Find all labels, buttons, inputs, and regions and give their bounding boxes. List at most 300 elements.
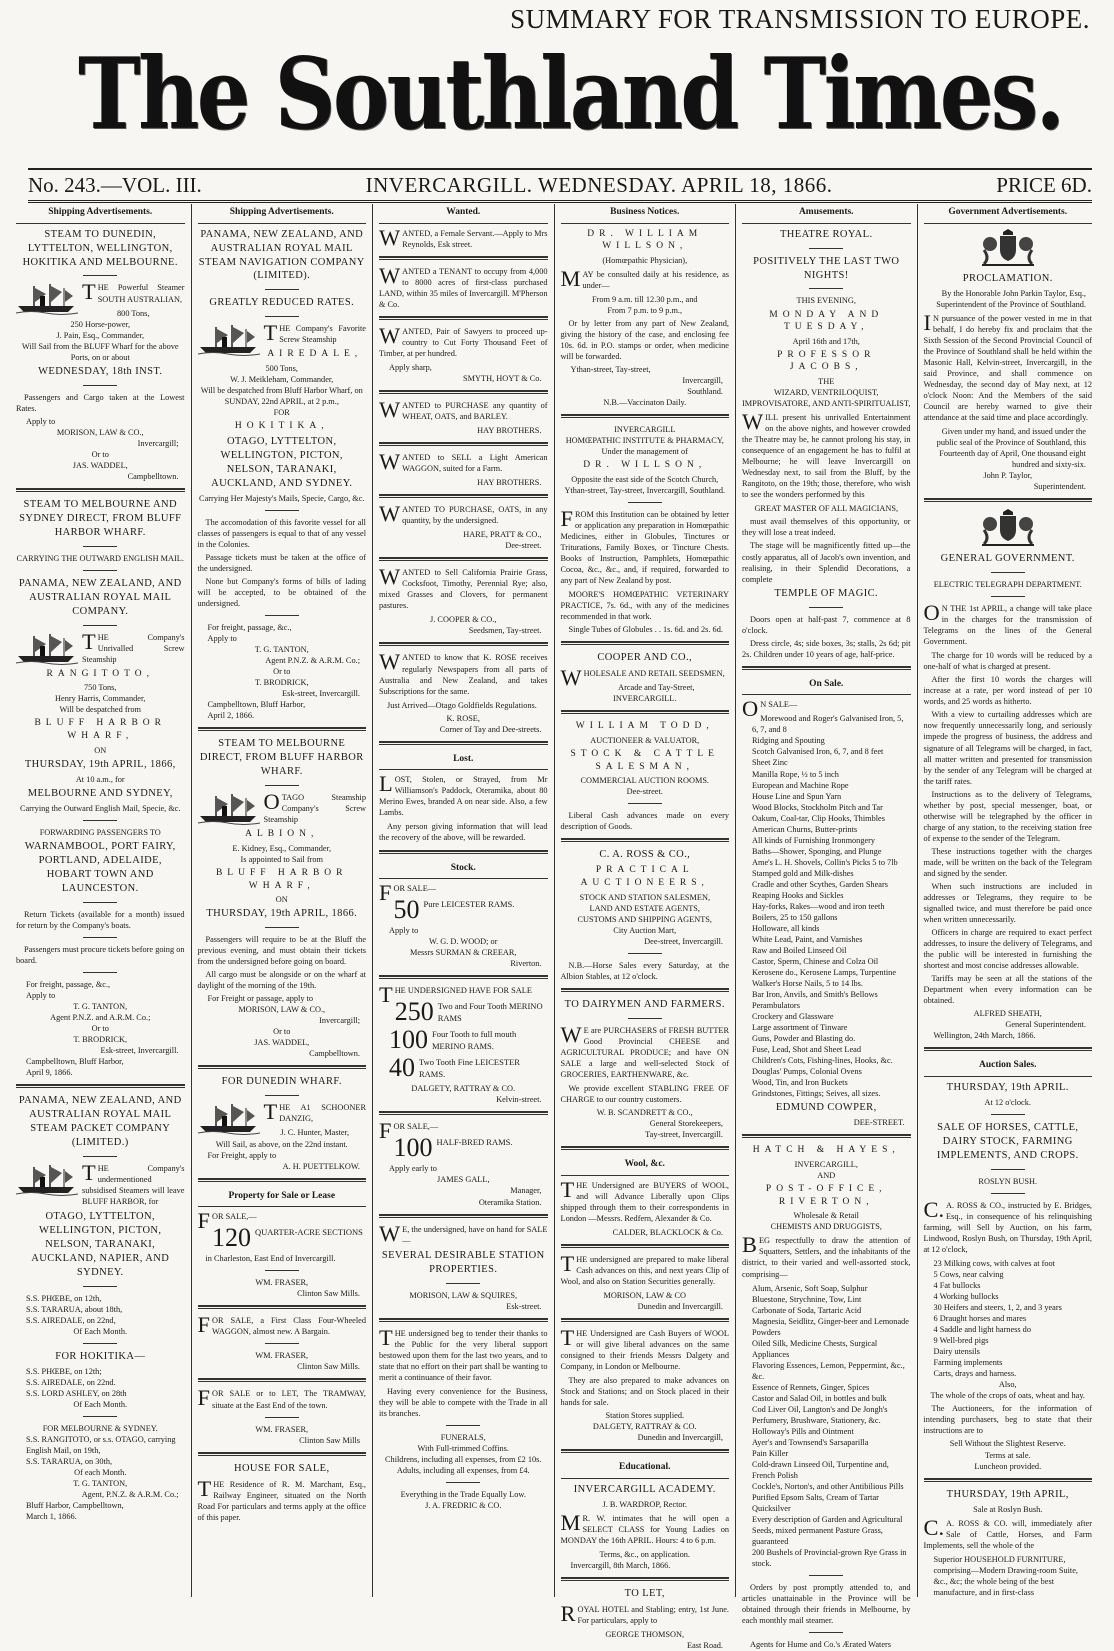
advertisement-line: Apply to (207, 633, 237, 643)
short-rule-divider (83, 1286, 117, 1287)
short-rule-divider (628, 953, 662, 954)
advertisement-line: Baths—Shower, Sponging, and Plunge (752, 846, 882, 856)
advertisement-line: The stage will be magnificently fitted up—the costly apparatus, all of Jacob's own invention, and realising, in their Splendid Decorations, a complete (742, 541, 911, 584)
advertisement-paragraph: WANTED to PURCHASE any quantity of WHEAT, OATS, and BARLEY. (379, 396, 548, 422)
advertisement-line: Station Stores supplied. (605, 1411, 685, 1421)
advertisement-line: Apply to (26, 416, 56, 426)
advertisement-line: General Storekeepers, (649, 1119, 723, 1129)
advertisement-line: Sell Without the Slightest Reserve. (949, 1439, 1066, 1449)
advertisement-line: The Auctioneers, for the information of intending purchasers, beg to state that their instructions are to (923, 1404, 1092, 1436)
advertisement-line: AUCTIONEER & VALUATOR, (590, 736, 700, 746)
section-heading: Wanted. (379, 204, 548, 224)
short-rule-divider (991, 596, 1025, 597)
newspaper-column (10, 204, 192, 1597)
advertisement-paragraph: FROM this Institution can be obtained by letter or application any preparation in Homœpathic Medicines, either in Globules, Tinctures or Triturations, Family Boxes, or Tincture Chests. Books of Instruction, Pamphlets, Homœpathic Cocoa, &c., &c., and, if required, forwarded to any part of New Zealand by post. (560, 506, 729, 586)
advertisement-line: Invercargill, 8th March, 1866. (570, 1561, 671, 1571)
short-rule-divider (446, 1482, 480, 1483)
column-rule-divider (561, 838, 730, 842)
advertisement-line: Any person giving information that will lead the recovery of the above, will be rewarded. (379, 822, 548, 843)
advertisement-line: PROFESSOR JACOBS, (777, 349, 876, 373)
royal-crest-icon (978, 508, 1038, 548)
ship-icon (198, 792, 260, 824)
advertisement-line: Dee-street. (626, 787, 663, 797)
column-rule-divider (561, 1318, 730, 1322)
advertisement-line: Liberal Cash advances made on every description of Goods. (560, 811, 729, 832)
short-rule-divider (446, 1425, 480, 1426)
advertisement-line: Southland. (687, 387, 723, 397)
advertisement-line: Will be despatched from (59, 705, 141, 715)
advertisement-line: OTAGO, LYTTELTON, WELLINGTON, PICTON, NELSON, TARANAKI, AUCKLAND, AND SYDNEY. (211, 435, 353, 489)
column-rule-divider (561, 710, 730, 714)
advertisement-line: WM. FRASER, (255, 1424, 309, 1434)
advertisement-line: JAMES GALL, (436, 1175, 490, 1185)
advertisement-line: Castor and Salad Oil, in bottles and bulk (752, 1393, 887, 1403)
numbered-listing (212, 1225, 366, 1251)
advertisement-line: Passengers will require to be at the Bluff the previous evening, and must obtain their tickets from the undersigned before going on board. (197, 935, 366, 967)
advertisement-line: HOUSE FOR SALE, (233, 1462, 330, 1474)
advertisement-line: J. A. FREDRIC & CO. (425, 1500, 502, 1510)
advertisement-line: Tariffs may be seen at all the stations of the Department when every information can be obtained. (923, 974, 1092, 1006)
advertisement-paragraph: WILL present his unrivalled Entertainment on the above nights, and however crowded the Theatre may be, he cannot prolong his stay, in consequence of an engagement he has to fulfil at Melbourne; he will leave Invercargill on Wednesday next, to sail from the Bluff, by the Rangitoto, on the 19th; those, therefore, who wish to see the wonders performed by this (742, 409, 911, 500)
advertisement-paragraph: WANTED to Sell California Prairie Grass, Cocksfoot, Timothy, Perennial Rye; also, mixed Grasses and Clovers, for permanent pastures. (379, 564, 548, 611)
column-rule-divider (198, 1305, 367, 1309)
advertisement-line: With a view to curtailing addresses which are now frequently unnecessarily long, and seriously impede the progress of business, the address and signature of all Telegrams will be charged, in fact, all matter written and presented for transmission by the sender of any Telegram will be charged at the tariff rates. (923, 710, 1092, 786)
advertisement-paragraph: FOR SALE,— (379, 1118, 439, 1144)
advertisement-line: 4 Fat bullocks (933, 1281, 981, 1291)
advertisement-line: House Line and Spun Yarn (752, 791, 842, 801)
advertisement-line: Or by letter from any part of New Zealand, giving the history of the case, and enclosing fee 10s. 6d. in P.O. stamps or order, when medicine will be forwarded. (560, 319, 729, 362)
advertisement-line: Fuse, Lead, Shot and Sheet Lead (752, 1045, 861, 1055)
advertisement-line: S.S. LORD ASHLEY, on 28th (26, 1388, 127, 1398)
advertisement-paragraph: WE, the undersigned, have on hand for SALE— (379, 1220, 548, 1246)
advertisement-line: Of Each Month. (73, 1326, 128, 1336)
advertisement-line: For freight, passage, &c., (26, 979, 111, 989)
advertisement-line: EDMUND COWPER, (775, 1102, 877, 1114)
advertisement-line: Given under my hand, and issued under the public seal of the Province of Southland, this Fourteenth day of April, One thousand eight hundred and sixty-six. (936, 426, 1086, 470)
advertisement-line: DALGETY, RATTRAY & CO. (592, 1422, 697, 1432)
advertisement-line: ELECTRIC TELEGRAPH DEPARTMENT. (933, 580, 1082, 590)
section-heading: Educational. (561, 1459, 730, 1479)
advertisement-line: Invercargill, (682, 376, 723, 386)
advertisement-line: ALFRED SHEATH, (973, 1009, 1042, 1019)
advertisement-line: Is appointed to Sail from (240, 854, 323, 864)
advertisement-line: Clinton Saw Mills. (297, 1289, 360, 1299)
column-rule-divider (561, 1577, 730, 1581)
advertisement-line: Tay-street, Invercargill. (645, 1130, 723, 1140)
advertisement-line: FOR HOKITIKA— (55, 1350, 146, 1362)
column-rule-divider (379, 1111, 548, 1115)
short-rule-divider (265, 1270, 299, 1271)
advertisement-line: We provide excellent STABLING FREE OF CHARGE to our country customers. (560, 1084, 729, 1105)
short-rule-divider (265, 927, 299, 928)
advertisement-line: W. B. SCANDRETT & CO., (596, 1108, 693, 1118)
advertisement-line: Or to (273, 667, 291, 677)
advertisement-line: SEVERAL DESIRABLE STATION PROPERTIES. (381, 1249, 545, 1275)
listing-quantity: 50 (393, 895, 420, 925)
advertisement-line: Hay-forks, Rakes—wood and iron teeth (752, 901, 885, 911)
advertisement-line: TEMPLE OF MAGIC. (774, 587, 879, 599)
advertisement-line: Sale at Roslyn Bush. (973, 1504, 1043, 1514)
short-rule-divider (809, 248, 843, 249)
advertisement-line: Everything in the Trade Equally Low. (400, 1489, 526, 1499)
advertisement-line: J. B. WARDROP, Rector. (602, 1500, 687, 1509)
short-rule-divider (265, 785, 299, 786)
advertisement-paragraph: THE Company's Unrivalled Screw Steamship (82, 628, 185, 664)
advertisement-line: DALGETY, RATTRAY & CO. (411, 1084, 516, 1094)
advertisement-line: E. Kidney, Esq., Commander, (232, 843, 332, 853)
issue-date: INVERCARGILL. WEDNESDAY. APRIL 18, 1866. (365, 172, 833, 197)
short-rule-divider (446, 1283, 480, 1284)
advertisement-line: HOMŒPATHIC INSTITUTE & PHARMACY, (565, 436, 724, 446)
listing-text: Pure LEICESTER RAMS. (423, 899, 515, 910)
advertisement-line: Cradle and other Scythes, Garden Shears (752, 879, 888, 889)
section-heading: Shipping Advertisements. (198, 204, 367, 224)
numbered-listing (389, 1055, 548, 1081)
advertisement-line: GREATLY REDUCED RATES. (209, 297, 355, 309)
advertisement-line: Officers in charge are required to exact perfect addresses, to insure the delivery of Telegrams, and the public will be interested in furnishing the shortest and most concise addresses allowable. (923, 928, 1092, 971)
advertisement-line: INVERCARGILL (614, 425, 676, 435)
advertisement-line: ON (275, 895, 288, 905)
advertisement-line: 4 Saddle and light harness do (933, 1325, 1031, 1335)
advertisement-line: Holloway's Pills and Ointment (752, 1426, 854, 1436)
advertisement-line: THURSDAY, 19th APRIL. (946, 1081, 1069, 1093)
advertisement-line: T. G. TANTON, (73, 1001, 128, 1011)
advertisement-line: Will Sail, as above, on the 22nd instant. (215, 1139, 348, 1149)
advertisement-line: Guns, Powder and Blasting do. (752, 1034, 856, 1044)
advertisement-line: These instructions together with the charges made, will be written on the back of the Telegram and signed by the sender. (923, 846, 1092, 878)
column-rule-divider (742, 1134, 911, 1138)
short-rule-divider (628, 803, 662, 804)
advertisement-line: Clinton Saw Mills. (297, 1362, 360, 1372)
advertisement-line: Scotch Galvanised Iron, 6, 7, and 8 feet (752, 747, 884, 757)
column-rule-divider (379, 1318, 548, 1322)
advertisement-line: For Freight, apply to (207, 1150, 277, 1160)
advertisement-line: With Full-trimmed Coffins. (417, 1443, 509, 1453)
advertisement-line: S.S. PHŒBE, on 12th, (26, 1293, 102, 1303)
advertisement-line: Opposite the east side of the Scotch Church, Ythan-street, Tay-street, Invercargill, Southland. (564, 475, 726, 496)
advertisement-line: Agent, P.N.Z. & A.R.M. Co.; (81, 1490, 179, 1500)
advertisement-line: City Auction Mart, (613, 925, 677, 935)
advertisement-line: Also, (998, 1380, 1017, 1390)
advertisement-line: ROSLYN BUSH. (978, 1176, 1038, 1186)
advertisement-line: WM. FRASER, (255, 1351, 309, 1361)
short-rule-divider (83, 1343, 117, 1344)
advertisement-line: GENERAL GOVERNMENT. (940, 553, 1075, 565)
advertisement-line: T. G. TANTON, (73, 1479, 128, 1489)
advertisement-line: Just Arrived—Otago Goldfields Regulations. (387, 700, 537, 710)
advertisement-paragraph: WANTED TO PURCHASE, OATS, in any quantity, by the undersigned. (379, 501, 548, 527)
advertisement-line: Grindstones, Fittings; Seives, all sizes. (752, 1089, 881, 1099)
advertisement-line: FOR (273, 408, 290, 418)
advertisement-line: BLUFF HARBOR WHARF, (34, 718, 167, 742)
advertisement-line: For Freight or passage, apply to (207, 994, 314, 1004)
advertisement-line: Wood Blocks, Stockholm Pitch and Tar (752, 802, 883, 812)
advertisement-paragraph: IN pursuance of the power vested in me in that behalf, I do hereby fix and proclaim that the Sixth Session of the Second Provincial Council of the Province of Southland shall be held within the Masonic Hall, Kelvin-street, Invercargill, in the said Province, and shall commence on Wednesday, the second day of May next, at 12 o'clock Noon: And the Members of the said Council are hereby warned to give their attendance at the said time and place accordingly. (923, 309, 1092, 422)
advertisement-line: Will Sail from the BLUFF Wharf for the above Ports, on or about (21, 341, 179, 362)
advertisement-paragraph: WANTED, a Female Servant.—Apply to Mrs Reynolds, Esk street. (379, 224, 548, 250)
advertisement-paragraph: FOR SALE— (379, 880, 437, 906)
short-rule-divider (83, 385, 117, 386)
advertisement-line: Carts, drays and harness. (933, 1369, 1017, 1379)
section-heading: Auction Sales. (924, 1057, 1093, 1077)
advertisement-paragraph: THE A1 SCHOONER DANZIG, (263, 1099, 366, 1125)
advertisement-line: Magnesia, Seidlitz, Ginger-beer and Lemonade Powders (752, 1316, 909, 1337)
advertisement-line: JAS. WADDEL, (254, 1038, 310, 1048)
ship-icon (16, 1163, 78, 1195)
advertisement-line: Kelvin-street. (496, 1095, 542, 1105)
advertisement-line: INVERCARGILL, (794, 1160, 858, 1170)
advertisement-line: Or to (273, 1027, 291, 1037)
advertisement-line: T. G. TANTON, (254, 645, 309, 655)
advertisement-line: Perfumery, Brushware, Stationery, &c. (752, 1415, 881, 1425)
column-rule-divider (379, 256, 548, 260)
advertisement-line: CUSTOMS AND SHIPPING AGENTS, (577, 914, 712, 924)
advertisement-line: Reaping Hooks and Sickles (752, 890, 844, 900)
advertisement-line: GREAT MASTER OF ALL MAGICIANS, (754, 504, 899, 514)
advertisement-line: 750 Tons, (84, 683, 117, 693)
advertisement-line: Dairy utensils (933, 1347, 980, 1357)
advertisement-line: Childrens, including all expenses, from £2 10s. Adults, including all expenses, from £4. (385, 1454, 542, 1475)
advertisement-line: DR. WILLSON, (583, 460, 707, 471)
advertisement-line: must avail themselves of this opportunity, or they will lose a treat indeed. (742, 517, 911, 538)
short-rule-divider (991, 572, 1025, 573)
advertisement-paragraph: FOR SALE,— (197, 1208, 257, 1234)
advertisement-line: At 12 o'clock. (984, 1097, 1031, 1107)
advertisement-line: 30 Heifers and steers, 1, 2, and 3 years (933, 1303, 1062, 1313)
advertisement-line: Return Tickets (available for a month) issued for return by the Company's boats. (16, 909, 185, 930)
advertisement-line: Ame's L. H. Shovels, Collin's Picks 5 to 7lb (752, 857, 898, 867)
advertisement-line: 5 Cows, near calving (933, 1270, 1004, 1279)
listing-quantity: 100 (393, 1133, 433, 1163)
short-rule-divider (628, 502, 662, 503)
column-rule-divider (198, 1065, 367, 1069)
short-rule-divider (809, 607, 843, 608)
short-rule-divider (83, 902, 117, 903)
advertisement-line: Sheet Zinc (752, 758, 788, 768)
advertisement-line: Arcade and Tay-Street, (618, 683, 695, 693)
advertisement-line: Esk-street. (506, 1301, 542, 1311)
ship-icon (198, 323, 260, 355)
advertisement-line: Morewood and Roger's Galvanised Iron, 5, 6, 7, and 8 (752, 714, 904, 735)
advertisement-line: MOORE'S HOMŒPATHIC VETERINARY PRACTICE, 7s. 6d., with any of the medicines recommended in that work. (560, 590, 729, 622)
short-rule-divider (265, 1095, 299, 1096)
advertisement-line: Cold-drawn Linseed Oil, Turpentine and, French Polish (752, 1460, 889, 1481)
advertisement-line: Agent P.N.Z. & A.R.M. Co.; (265, 656, 360, 666)
advertisement-paragraph: WANTED to know that K. ROSE receives regularly Newspapers from all parts of Australia and New Zealand, and takes Subscriptions for the same. (379, 649, 548, 696)
advertisement-line: AND (817, 1171, 836, 1181)
advertisement-paragraph: THE Undersigned are BUYERS of WOOL, and will Advance Liberally upon Clips shipped through them to their correspondents in London —Messrs. Redfern, Alexander & Co. (560, 1176, 729, 1223)
advertisement-line: Apply early to (389, 1164, 437, 1174)
listing-text: Two Tooth Fine LEICESTER RAMS. (419, 1057, 520, 1079)
listing-quantity: 40 (389, 1053, 415, 1083)
advertisement-line: Dunedin and Invercargill. (637, 1302, 723, 1312)
newspaper-column (192, 204, 374, 1597)
column-rule-divider (198, 1378, 367, 1382)
column-rule-divider (379, 642, 548, 646)
advertisement-line: THE (818, 377, 835, 387)
advertisement-line: MORISON, LAW & CO., (56, 427, 144, 437)
advertisement-line: The charge for 10 words will be reduced by a one-half of what is charged at present. (923, 651, 1092, 672)
short-rule-divider (83, 972, 117, 973)
advertisement-line: PANAMA, NEW ZEALAND, AND AUSTRALIAN ROYAL MAIL STEAM PACKET COMPANY (LIMITED.) (18, 1094, 182, 1148)
advertisement-line: LAND AND ESTATE AGENTS, (589, 903, 700, 913)
short-rule-divider (265, 316, 299, 317)
advertisement-line: Alum, Arsenic, Soft Soap, Sulphur (752, 1283, 868, 1293)
newspaper-column (373, 204, 555, 1597)
advertisement-line: Agents for Hume and Co.'s Ærated Waters (750, 1640, 891, 1650)
advertisement-line: Under the management of (601, 447, 688, 457)
short-rule-divider (809, 1575, 843, 1576)
section-heading: Shipping Advertisements. (16, 204, 185, 224)
advertisement-line: POSITIVELY THE LAST TWO NIGHTS! (753, 255, 900, 281)
advertisement-line: BLUFF HARBOR WHARF, (215, 867, 348, 891)
short-rule-divider (83, 1156, 117, 1157)
summary-banner: SUMMARY FOR TRANSMISSION TO EUROPE. (510, 4, 1090, 34)
advertisement-line: Cockle's, Norton's, and other Antibilious Pills (752, 1482, 904, 1492)
advertisement-line: HAY BROTHERS. (477, 478, 542, 488)
advertisement-line: Or to (91, 1023, 109, 1033)
column-rule-divider (16, 488, 185, 492)
short-rule-divider (83, 937, 117, 938)
column-rule-divider (379, 850, 548, 854)
advertisement-line: J. Pain, Esq., Commander, (56, 330, 145, 340)
advertisement-line: The whole of the crops of oats, wheat and hay. (930, 1391, 1086, 1401)
advertisement-line: Apply to (389, 926, 419, 936)
advertisement-line: THIS EVENING, (796, 296, 856, 306)
advertisement-line: Wood, Tin, and Iron Buckets (752, 1078, 848, 1088)
column-rule-divider (16, 1084, 185, 1088)
advertisement-paragraph: THE Undersigned are Cash Buyers of WOOL or will give liberal advances on the same consigned to their friends Messrs Dalgety and Company, in London or Melbourne. (560, 1325, 729, 1372)
advertisement-paragraph: THE Company's undermentioned subsidised Steamers will leave BLUFF HARBOR, for (82, 1159, 185, 1206)
short-rule-divider (83, 546, 117, 547)
advertisement-line: Riverton. (510, 959, 542, 969)
advertisement-line: Doors open at half-past 7, commence at 8 o'clock. (742, 614, 911, 635)
advertisement-line: They are also prepared to make advances on Stock and Stations; and on Stock placed in their hands for sale. (560, 1376, 729, 1408)
column-rule-divider (198, 1178, 367, 1182)
section-heading: On Sale. (742, 676, 911, 696)
column-rule-divider (924, 498, 1093, 502)
section-heading: Stock. (379, 860, 548, 880)
advertisement-line: Invercargill; (137, 438, 179, 448)
advertisement-line: Every description of Garden and Agricultural Seeds, mixed permanent Pasture Grass, guaranteed (752, 1515, 903, 1547)
advertisement-paragraph: WANTED a TENANT to occupy from 4,000 to 8000 acres of first-class purchased LAND, within 35 miles of Invercargill. M'Pherson & Co. (379, 262, 548, 309)
ship-icon (16, 282, 78, 314)
short-rule-divider (83, 1416, 117, 1417)
advertisement-line: Walker's Horse Nails, 5 to 14 lbs. (752, 979, 863, 989)
advertisement-line: Superintendent. (1033, 482, 1086, 492)
advertisement-line: April 16th and 17th, (792, 336, 860, 346)
advertisement-line: Having every convenience for the Business, they will be able to compete with the Trade in all its branches. (379, 1386, 548, 1418)
advertisement-line: April 2, 1866. (207, 711, 255, 721)
column-rule-divider (924, 1047, 1093, 1051)
advertisement-line: General Superintendent. (1005, 1020, 1086, 1030)
column-rule-divider (379, 316, 548, 320)
column-rule-divider (379, 494, 548, 498)
column-rule-divider (379, 1214, 548, 1218)
advertisement-line: THURSDAY, 19th APRIL, 1866, (24, 758, 176, 770)
advertisement-line: Of each Month. (74, 1468, 127, 1477)
advertisement-line: COOPER AND CO., (597, 652, 693, 664)
advertisement-paragraph: ON THE 1st APRIL, a change will take place in the charges for the transmission of Telegrams on the lines of the General Government. (923, 600, 1092, 647)
advertisement-line: W. J. Meikleham, Commander, (230, 375, 334, 385)
advertisement-paragraph: BEG respectfully to draw the attention of Squatters, Settlers, and the inhabitants of the district, to their varied and well-assorted stock, comprising— (742, 1232, 911, 1279)
advertisement-line: OTAGO, LYTTELTON, WELLINGTON, PICTON, NELSON, TARANAKI, AUCKLAND, NAPIER, AND SYDNEY. (31, 1210, 170, 1278)
short-rule-divider (991, 1193, 1025, 1194)
advertisement-line: Dunedin and Invercargill, (637, 1433, 723, 1443)
section-heading: Business Notices. (561, 204, 730, 224)
advertisement-line: Bluestone, Strychnine, Tow, Lint (752, 1294, 862, 1304)
advertisement-paragraph: THE Powerful Steamer SOUTH AUSTRALIAN, (82, 279, 185, 305)
advertisement-line: Campbelltown. (127, 471, 179, 481)
advertisement-line: MELBOURNE AND SYDNEY, (27, 787, 173, 799)
advertisement-line: WIZARD, VENTRILOQUIST, IMPROVISATORE, AND ANTI-SPIRITUALIST, (742, 388, 911, 409)
advertisement-line: MORISON, LAW & CO., (238, 1005, 326, 1015)
advertisement-line: SALE OF HORSES, CATTLE, DAIRY STOCK, FARMING IMPLEMENTS, AND CROPS. (936, 1121, 1079, 1161)
dateline-bar (28, 168, 1092, 203)
numbered-listing (393, 897, 547, 923)
newspaper-column (555, 204, 737, 1651)
advertisement-line: MORISON, LAW & CO (603, 1291, 687, 1301)
advertisement-paragraph: WHOLESALE AND RETAIL SEEDSMEN, (560, 665, 725, 691)
advertisement-line: TO LET, (624, 1588, 665, 1600)
short-rule-divider (83, 625, 117, 626)
advertisement-line: MORISON, LAW & SQUIRES, (409, 1290, 518, 1300)
advertisement-line: When such instructions are included in addresses or Telegrams, they require to be signalled twice, and must therefore be paid once when written unnecessarily. (923, 881, 1092, 924)
advertisement-line: Holloware, all kinds (752, 923, 820, 933)
column-rule-divider (198, 1452, 367, 1456)
advertisement-line: STEAM TO DUNEDIN, LYTTELTON, WELLINGTON, HOKITIKA AND MELBOURNE. (22, 228, 178, 268)
advertisement-line: HARE, PRATT & CO., (463, 530, 542, 540)
column-rule-divider (379, 390, 548, 394)
advertisement-line: WILLIAM TODD, (575, 721, 714, 732)
advertisement-line: Dress circle, 4s; side boxes, 3s; stalls, 2s 6d; pit 2s. Children under 10 years of age, half-price. (742, 638, 911, 659)
advertisement-line: Luncheon provided. (974, 1461, 1042, 1471)
advertisement-line: CHEMISTS AND DRUGGISTS, (770, 1222, 882, 1232)
advertisement-line: Campbelltown, Bluff Harbor, (207, 700, 306, 710)
listing-text: Four Tooth to full mouth MERINO RAMS. (432, 1029, 517, 1051)
short-rule-divider (83, 570, 117, 571)
advertisement-line: S.S. TARARUA, on 30th, (26, 1456, 113, 1466)
advertisement-line: Carbonate of Soda, Tartaric Acid (752, 1305, 862, 1315)
advertisement-line: Seedsmen, Tay-street. (468, 626, 542, 636)
advertisement-line: At 10 a.m., for (75, 774, 125, 784)
advertisement-line: Campbelltown, Bluff Harbor, (26, 1056, 124, 1066)
short-rule-divider (265, 1417, 299, 1418)
column-rule-divider (561, 414, 730, 418)
issue-price: PRICE 6D. (996, 172, 1092, 197)
advertisement-paragraph: LOST, Stolen, or Strayed, from Mr Williamson's Paddock, Oteramika, about 80 Merino Ewes, branded A on near side. Also, a few Lambs. (379, 771, 548, 818)
advertisement-line: C. A. ROSS & CO., (599, 849, 691, 861)
advertisement-paragraph: WANTED, Pair of Sawyers to proceed up-country to Cut Forty Thousand Feet of Timber, at per hundred. (379, 322, 548, 358)
royal-crest-icon (978, 228, 1038, 268)
short-rule-divider (83, 275, 117, 276)
advertisement-line: Oakum, Coal-tar, Clip Hooks, Thimbles (752, 813, 885, 823)
column-rule-divider (379, 557, 548, 561)
advertisement-line: THURSDAY, 19th APRIL, 1866. (206, 908, 358, 920)
column-rule-divider (561, 988, 730, 992)
advertisement-line: All cargo must be alongside or on the wharf at daylight of the morning of the 19th. (197, 970, 366, 991)
advertisement-line: ON (94, 745, 107, 755)
advertisement-paragraph: C.A. ROSS & CO. will, immediately after Sale of Cattle, Horses, and Farm Implements, sell the whole of the (923, 1514, 1092, 1550)
advertisement-line: FOR MELBOURNE & SYDNEY. (42, 1423, 158, 1433)
advertisement-line: The accomodation of this favorite vessel for all classes of passengers is equal to that of any vessel in the Colonies. (197, 517, 366, 549)
short-rule-divider (991, 1169, 1025, 1170)
advertisement-line: Children's Cots, Fishing-lines, Hooks, &c. (752, 1056, 893, 1066)
advertisement-line: Of Each Month. (73, 1399, 128, 1409)
advertisement-line: Essence of Rennets, Ginger, Spices (752, 1382, 870, 1392)
advertisement-line: Esk-street, Invercargill. (282, 689, 360, 699)
section-heading: Property for Sale or Lease (198, 1188, 367, 1208)
